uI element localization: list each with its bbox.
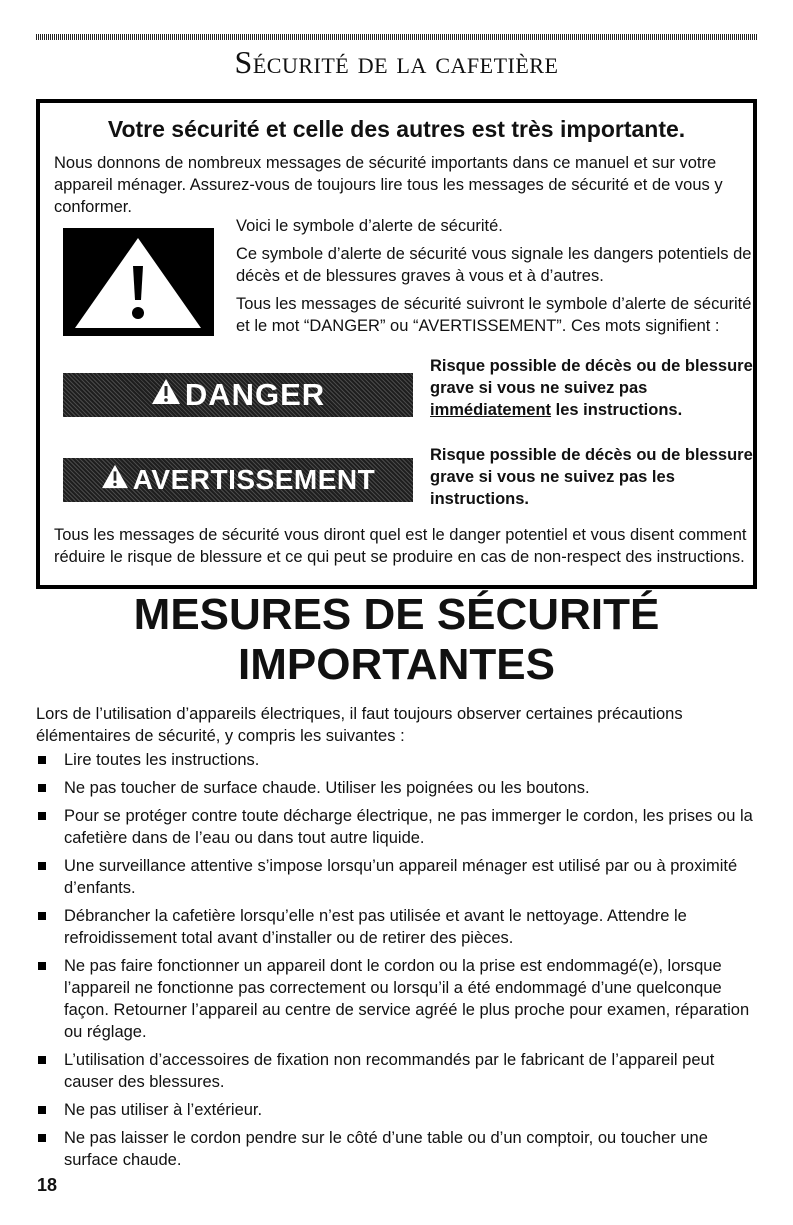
- main-title-line: IMPORTANTES: [238, 640, 555, 689]
- lead-paragraph: Lors de l’utilisation d’appareils électriques, il faut toujours observer certaines précautions élémentaires de sécurité, y compris les suivantes :: [36, 705, 683, 745]
- symbol-line: Voici le symbole d’alerte de sécurité.: [236, 217, 503, 235]
- warning-label: AVERTISSEMENT: [132, 464, 376, 495]
- list-item: Ne pas laisser le cordon pendre sur le côté d’une table ou d’un comptoir, ou toucher une surface chaude.: [36, 1127, 766, 1171]
- danger-banner: [63, 373, 413, 417]
- main-title: [0, 590, 793, 690]
- precautions-list: [36, 749, 766, 1177]
- symbol-explanation: [236, 215, 756, 343]
- list-item: Lire toutes les instructions.: [36, 749, 766, 771]
- danger-text-part: Risque possible de décès ou de blessure grave si vous ne suivez pas: [430, 357, 753, 397]
- symbol-line: Tous les messages de sécurité suivront le symbole d’alerte de sécurité et le mot “DANGER” ou “AVERTISSEMENT”. Ces mots signifient :: [236, 295, 752, 335]
- warning-triangle-icon: [101, 464, 129, 496]
- list-item: Pour se protéger contre toute décharge électrique, ne pas immerger le cordon, les prises ou la cafetière dans de l’eau ou dans tout autre liquide.: [36, 805, 766, 849]
- intro-paragraph: Nous donnons de nombreux messages de sécurité importants dans ce manuel et sur votre appareil ménager. Assurez-vous de toujours lire tous les messages de sécurité et de vous y conformer.: [54, 154, 723, 216]
- safety-alert-triangle-icon: [63, 228, 214, 336]
- top-rule: [36, 34, 758, 40]
- warning-meaning: Risque possible de décès ou de blessure grave si vous ne suivez pas les instructions.: [430, 446, 753, 508]
- section-title: Sécurité de la cafetière: [234, 44, 559, 80]
- list-item: Ne pas utiliser à l’extérieur.: [36, 1099, 766, 1121]
- list-item: Une surveillance attentive s’impose lorsqu’un appareil ménager est utilisé par ou à proximité d’enfants.: [36, 855, 766, 899]
- danger-text-underlined: immédiatement: [430, 401, 552, 419]
- main-title-line: MESURES DE SÉCURITÉ: [133, 590, 660, 639]
- list-item: Ne pas faire fonctionner un appareil dont le cordon ou la prise est endommagé(e), lorsque l’appareil ne fonctionne pas correctement ou lorsqu’il a été endommagé d’une quelconque façon. Retourner l’appareil au centre de service agréé le plus proche pour examen, réparation ou réglage.: [36, 955, 766, 1043]
- symbol-line: Ce symbole d’alerte de sécurité vous signale les dangers potentiels de décès et de blessures graves à vous et à d’autres.: [236, 245, 752, 285]
- closing-paragraph: Tous les messages de sécurité vous diront quel est le danger potentiel et vous disent comment réduire le risque de blessure et ce qui peut se produire en cas de non-respect des instructions.: [54, 526, 747, 566]
- box-heading: Votre sécurité et celle des autres est très importante.: [107, 116, 686, 142]
- danger-text-part: les instructions.: [551, 401, 683, 419]
- danger-meaning: [430, 355, 760, 421]
- warning-triangle-icon: [151, 377, 181, 413]
- page-number: 18: [37, 1175, 58, 1195]
- safety-box: [36, 99, 757, 589]
- list-item: Débrancher la cafetière lorsqu’elle n’est pas utilisée et avant le nettoyage. Attendre le refroidissement total avant d’installer ou de retirer des pièces.: [36, 905, 766, 949]
- list-item: Ne pas toucher de surface chaude. Utiliser les poignées ou les boutons.: [36, 777, 766, 799]
- list-item: L’utilisation d’accessoires de fixation non recommandés par le fabricant de l’appareil peut causer des blessures.: [36, 1049, 766, 1093]
- warning-banner: [63, 458, 413, 502]
- danger-label: DANGER: [184, 377, 326, 412]
